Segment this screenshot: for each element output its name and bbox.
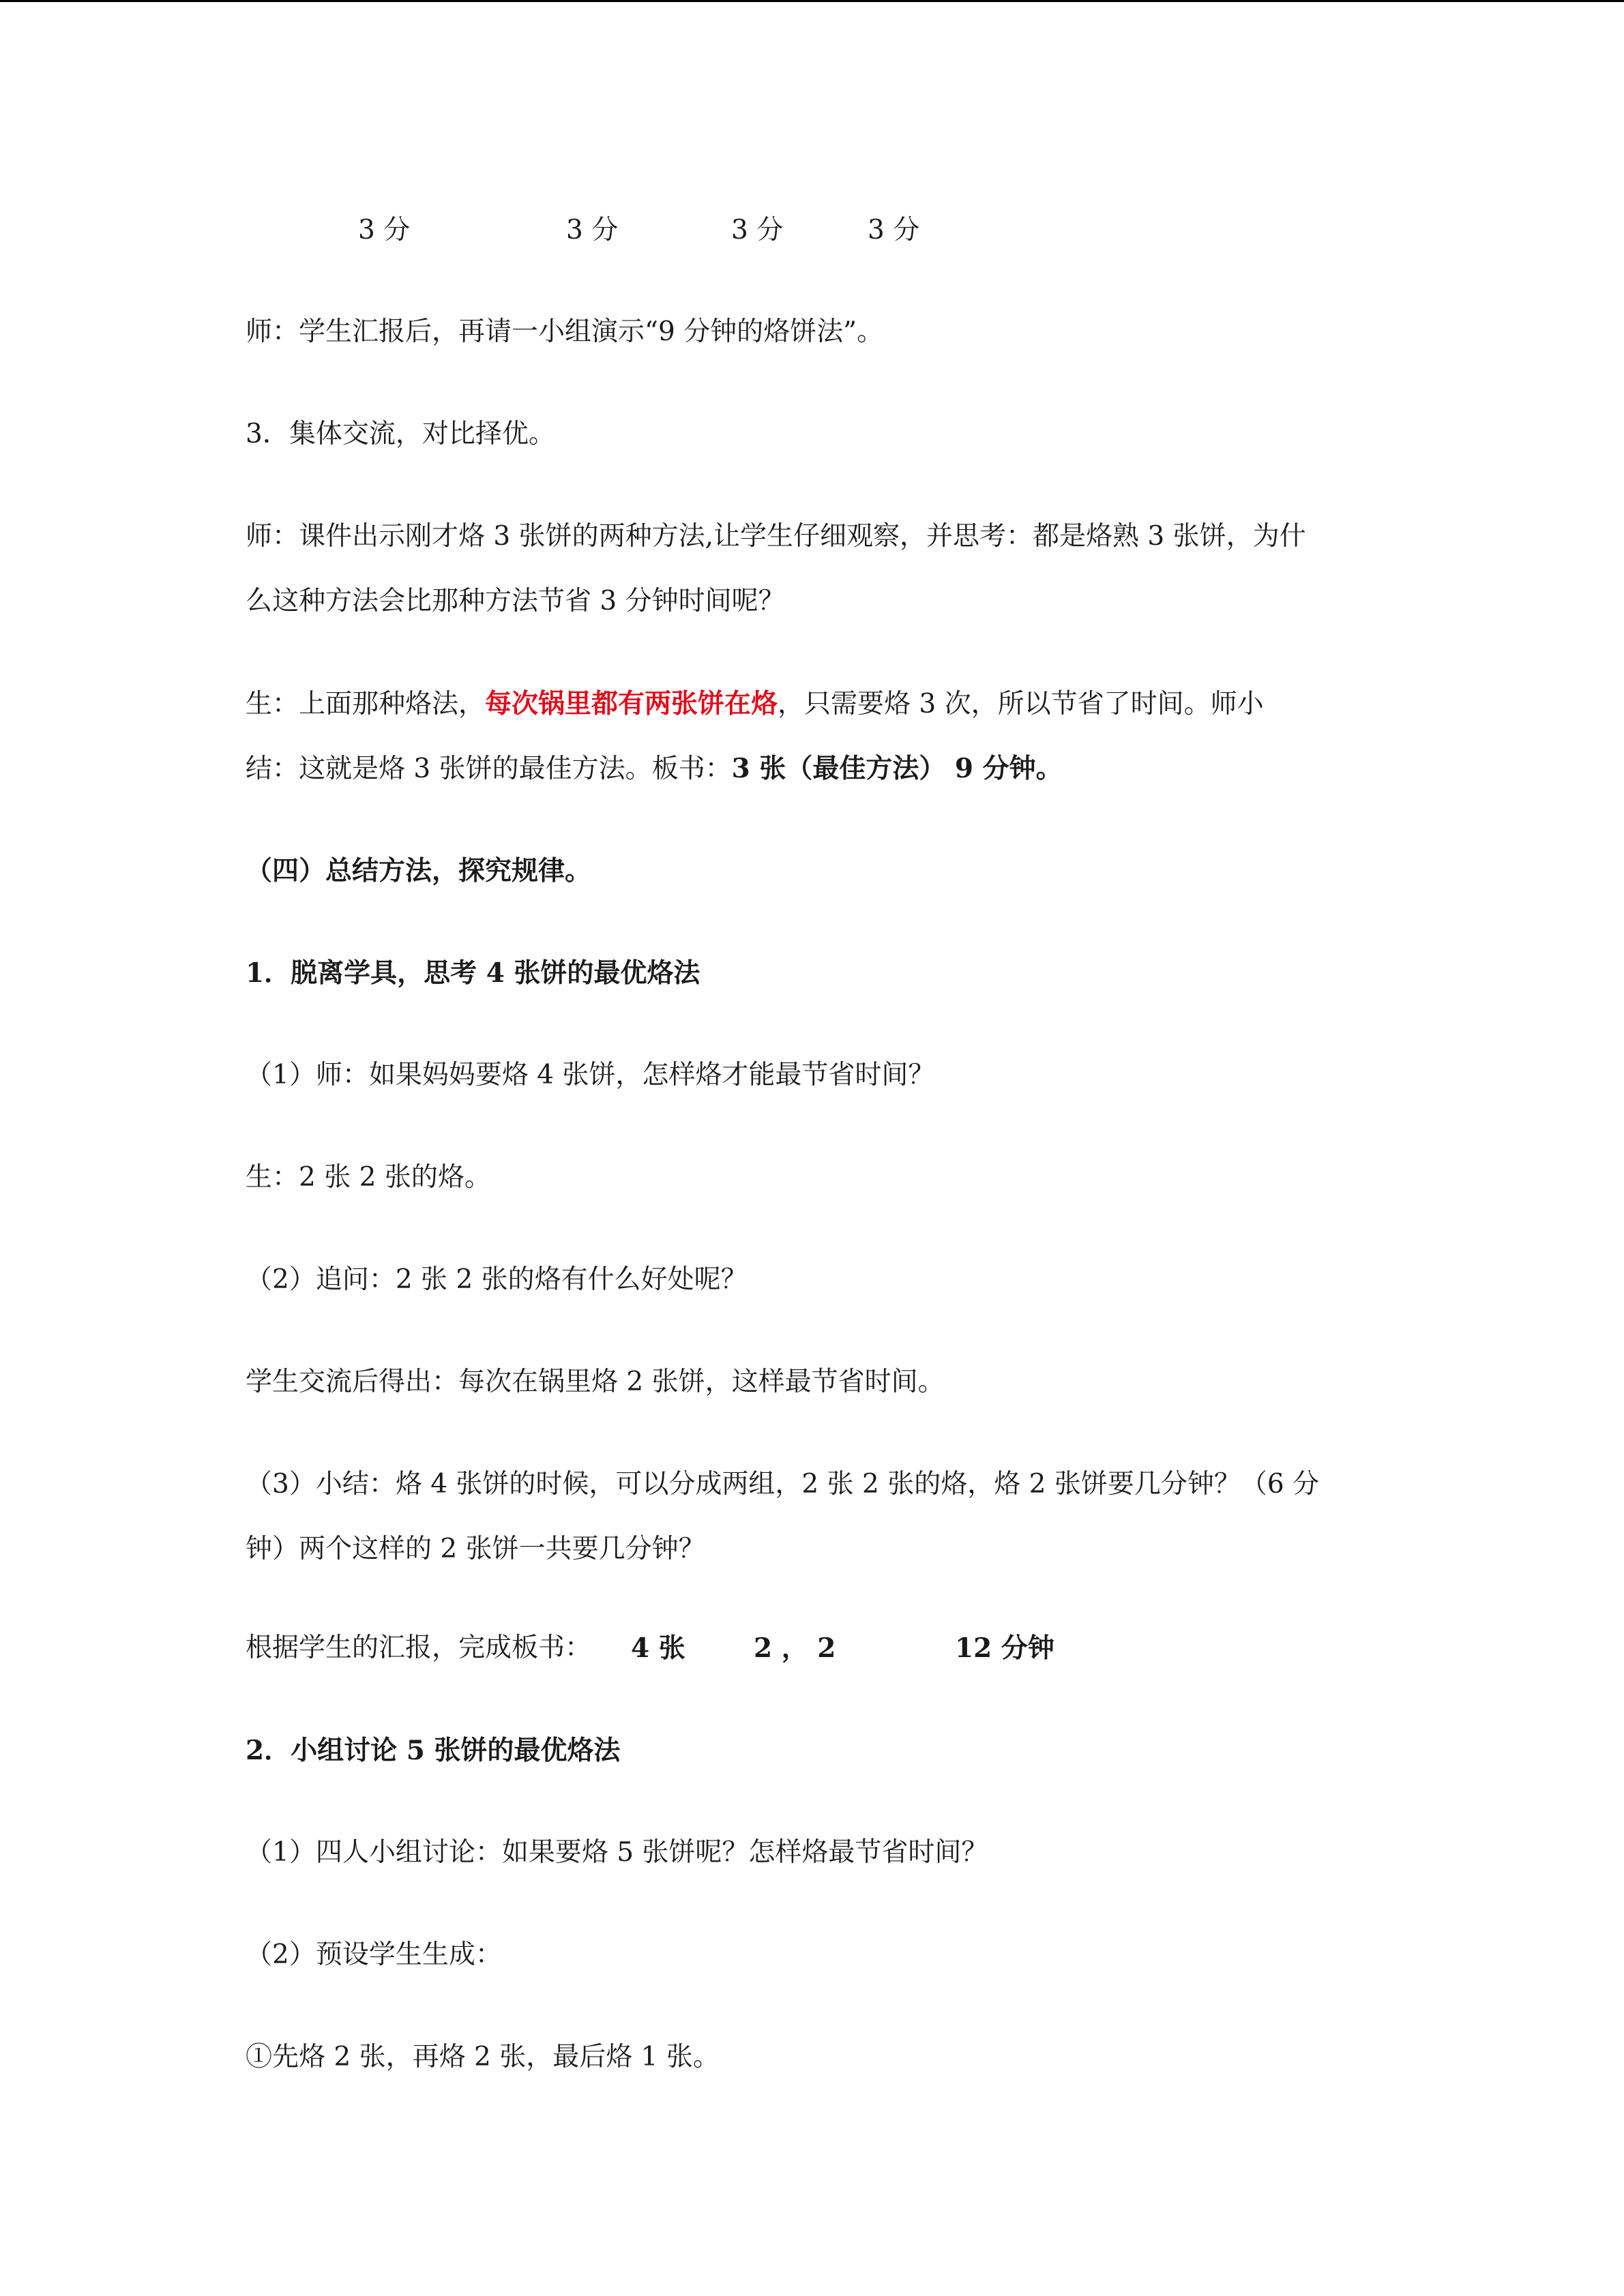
subsection-title-2: 2．小组讨论 5 张饼的最优烙法: [246, 1735, 621, 1766]
paragraph-teacher-demo: 师：学生汇报后，再请一小组演示“9 分钟的烙饼法”。: [246, 316, 884, 347]
time-label-3: 3 分: [731, 215, 784, 245]
paragraph-student-answer-line2: [246, 754, 1063, 784]
question-3-line1: （3）小结：烙 4 张饼的时候，可以分成两组，2 张 2 张的烙，烙 2 张饼要几分钟？（6 分: [246, 1469, 1320, 1500]
board-summary-label: 根据学生的汇报，完成板书：: [246, 1632, 592, 1663]
subsection-title-1: 1．脱离学具，思考 4 张饼的最优烙法: [246, 957, 700, 989]
time-label-2: 3 分: [566, 215, 619, 245]
question-3-line2: 钟）两个这样的 2 张饼一共要几分钟？: [246, 1534, 705, 1564]
answer-2: 学生交流后得出：每次在锅里烙 2 张饼，这样最节省时间。: [246, 1367, 945, 1397]
student-answer-prefix: 生：上面那种烙法，: [246, 689, 486, 719]
board-item-time: 12 分钟: [955, 1632, 1054, 1664]
section-heading-four: （四）总结方法，探究规律。: [246, 855, 592, 886]
paragraph-student-answer-line1: [246, 689, 1264, 719]
paragraph-courseware-line1: 师：课件出示刚才烙 3 张饼的两种方法,让学生仔细观察，并思考：都是烙熟 3 张饼，为什: [246, 521, 1306, 552]
student-answer-suffix: ，只需要烙 3 次，所以节省了时间。师小: [778, 689, 1264, 719]
time-label-4: 3 分: [868, 215, 920, 245]
highlighted-key-point: 每次锅里都有两张饼在烙: [485, 688, 778, 719]
answer-1: 生：2 张 2 张的烙。: [246, 1162, 491, 1193]
summary-text: 结：这就是烙 3 张饼的最佳方法。板书：: [246, 754, 732, 784]
board-item-count: 4 张: [631, 1632, 685, 1664]
question-2: （2）追问：2 张 2 张的烙有什么好处呢？: [246, 1264, 748, 1295]
paragraph-courseware-line2: 么这种方法会比那种方法节省 3 分钟时间呢？: [246, 586, 785, 616]
preset-answer-1: ①先烙 2 张，再烙 2 张，最后烙 1 张。: [246, 2042, 720, 2072]
board-item-grouping: 2 ， 2: [754, 1632, 836, 1664]
paragraph-collective-exchange: 3．集体交流，对比择优。: [246, 419, 555, 449]
discussion-question: （1）四人小组讨论：如果要烙 5 张饼呢？怎样烙最节省时间？: [246, 1837, 988, 1868]
preset-answers-label: （2）预设学生生成：: [246, 1939, 502, 1970]
question-1: （1）师：如果妈妈要烙 4 张饼，怎样烙才能最节省时间？: [246, 1060, 935, 1090]
board-note-best-method: 3 张（最佳方法） 9 分钟。: [731, 753, 1063, 784]
time-label-1: 3 分: [358, 215, 411, 245]
